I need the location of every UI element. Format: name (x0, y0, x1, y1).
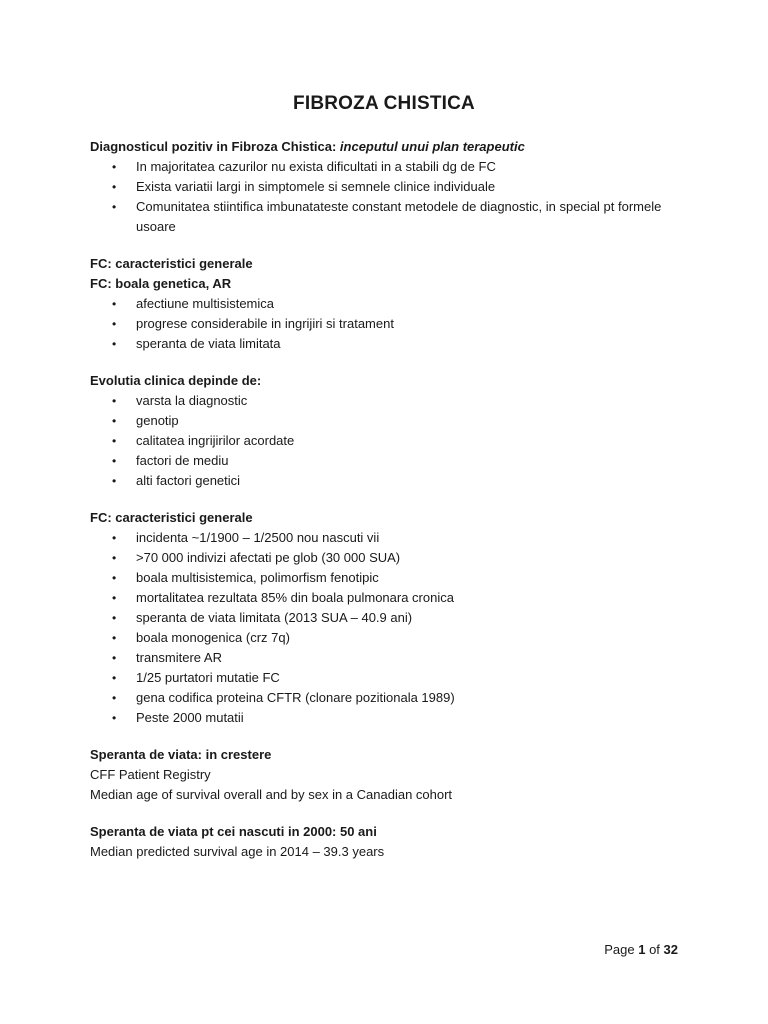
list-item: • speranta de viata limitata (90, 334, 690, 354)
section-characteristics (90, 508, 690, 728)
list-item: • speranta de viata limitata (2013 SUA – 40.9 ani) (90, 608, 690, 628)
bullet-list (90, 294, 690, 354)
page-title: FIBROZA CHISTICA (293, 93, 475, 114)
list-item: • incidenta ~1/1900 – 1/2500 nou nascuti vii (90, 528, 690, 548)
list-item: • boala monogenica (crz 7q) (90, 628, 690, 648)
list-item: • Exista variatii largi in simptomele si semnele clinice individuale (90, 177, 690, 197)
list-item: • >70 000 indivizi afectati pe glob (30 000 SUA) (90, 548, 690, 568)
list-item: • progrese considerabile in ingrijiri si tratament (90, 314, 690, 334)
list-item: • alti factori genetici (90, 471, 690, 491)
current-page: 1 (638, 942, 646, 957)
document-body (90, 137, 690, 879)
body-line: CFF Patient Registry (90, 767, 211, 782)
heading-text: Diagnosticul pozitiv in Fibroza Chistica: (90, 139, 337, 154)
section-clinical-evolution (90, 371, 690, 491)
list-item: • transmitere AR (90, 648, 690, 668)
page-word: Page (604, 942, 635, 957)
list-item: • varsta la diagnostic (90, 391, 690, 411)
list-item: • afectiune multisistemica (90, 294, 690, 314)
list-item: • mortalitatea rezultata 85% din boala pulmonara cronica (90, 588, 690, 608)
section-heading: Speranta de viata: in crestere (90, 747, 272, 762)
list-item: • genotip (90, 411, 690, 431)
section-heading (90, 137, 690, 157)
section-diagnostic (90, 137, 690, 237)
section-heading: FC: caracteristici generale (90, 256, 253, 271)
section-life-expectancy (90, 745, 690, 805)
section-heading: FC: caracteristici generale (90, 510, 253, 525)
page-number (604, 942, 678, 957)
bullet-list (90, 391, 690, 491)
total-pages: 32 (663, 942, 678, 957)
section-general (90, 254, 690, 354)
list-item: • 1/25 purtatori mutatie FC (90, 668, 690, 688)
heading-emphasis: inceputul unui plan terapeutic (339, 139, 525, 154)
bullet-list (90, 157, 690, 237)
section-heading: Speranta de viata pt cei nascuti in 2000: 50 ani (90, 824, 377, 839)
body-line: Median predicted survival age in 2014 – 39.3 years (90, 844, 385, 859)
list-item: • In majoritatea cazurilor nu exista dificultati in a stabili dg de FC (90, 157, 690, 177)
section-life-expectancy-2000 (90, 822, 690, 862)
list-item: • calitatea ingrijirilor acordate (90, 431, 690, 451)
list-item: • gena codifica proteina CFTR (clonare pozitionala 1989) (90, 688, 690, 708)
section-subheading: FC: boala genetica, AR (90, 276, 232, 291)
section-heading: Evolutia clinica depinde de: (90, 373, 262, 388)
body-line: Median age of survival overall and by sex in a Canadian cohort (90, 787, 453, 802)
bullet-list (90, 528, 690, 728)
list-item: • Peste 2000 mutatii (90, 708, 690, 728)
list-item: • Comunitatea stiintifica imbunatateste constant metodele de diagnostic, in special pt formele usoare (90, 197, 690, 237)
of-word: of (649, 942, 660, 957)
list-item: • factori de mediu (90, 451, 690, 471)
list-item: • boala multisistemica, polimorfism fenotipic (90, 568, 690, 588)
